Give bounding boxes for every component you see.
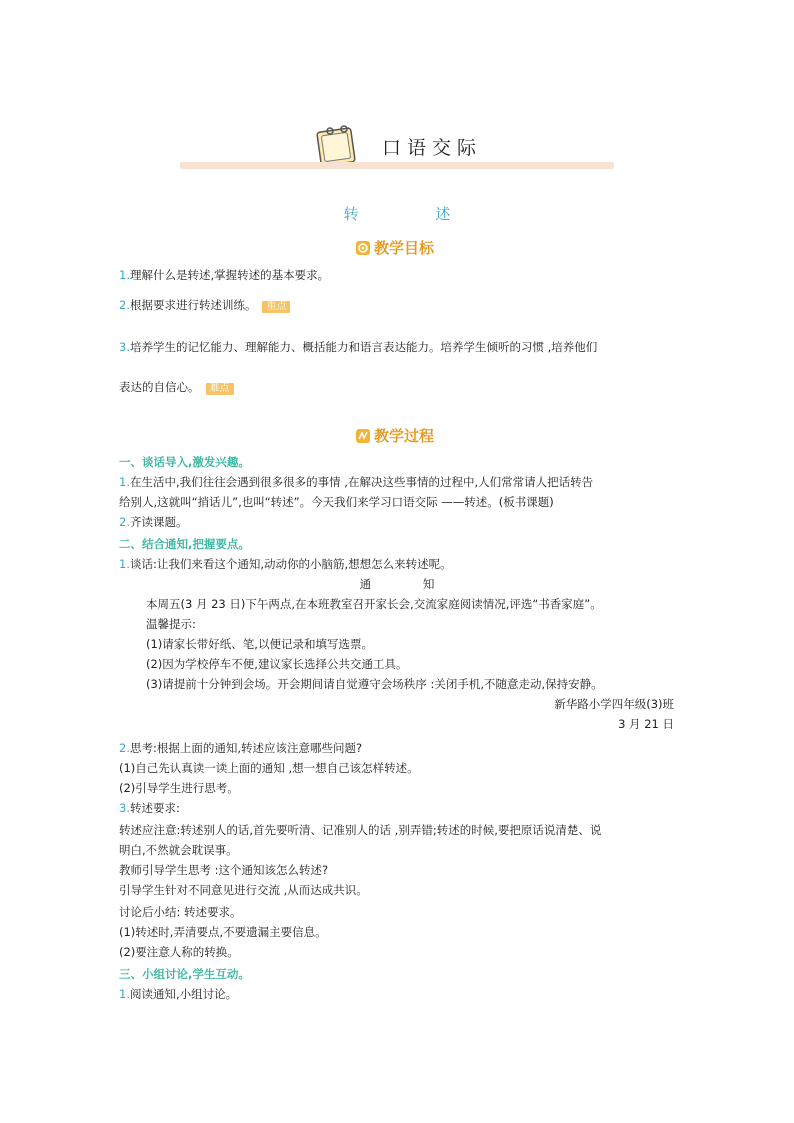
goal-item-3-cont <box>119 380 234 395</box>
notice-date: 3 月 21 日 <box>618 717 674 731</box>
goal-num: 1. <box>119 268 130 282</box>
p1-2 <box>119 515 187 529</box>
item-text: 齐读课题。 <box>129 515 188 529</box>
p2-2-sub: (1)自己先认真读一读上面的通知 ,想一想自己该怎样转述。 <box>119 761 419 775</box>
difficulty-badge: 难点 <box>206 383 234 395</box>
banner-title: 口语交际 <box>382 137 483 159</box>
goals-heading-text: 教学目标 <box>374 239 435 257</box>
p2-3-line2: 明白,不然就会耽误事。 <box>119 843 238 857</box>
item-text: 阅读通知,小组讨论。 <box>129 987 238 1001</box>
goal-item-3 <box>119 340 597 354</box>
goal-text: 培养学生的记忆能力、理解能力、概括能力和语言表达能力。培养学生倾听的习惯 ,培养他们 <box>129 340 598 354</box>
notice-tip: (2)因为学校停车不便,建议家长选择公共交通工具。 <box>146 657 408 671</box>
notice-body: 本周五(3 月 23 日)下午两点,在本班教室召开家长会,交流家庭阅读情况,评选“书香家庭”。 <box>146 597 602 611</box>
goal-text: 根据要求进行转述训练。 <box>129 298 257 312</box>
item-num: 3. <box>119 801 130 815</box>
goal-num: 2. <box>119 298 130 312</box>
p2-3 <box>119 801 180 815</box>
p1-1-line2: 给别人,这就叫“捎话儿”,也叫“转述”。今天我们来学习口语交际 ——转述。(板书课题) <box>119 495 554 509</box>
p2-3-detail: 教师引导学生思考 :这个通知该怎么转述? <box>119 863 329 877</box>
process-heading-text: 教学过程 <box>374 427 435 445</box>
notice-tips-label: 温馨提示: <box>146 617 196 631</box>
p2-3-detail: 引导学生针对不同意见进行交流 ,从而达成共识。 <box>119 883 368 897</box>
notice-tip: (1)请家长带好纸、笔,以便记录和填写选票。 <box>146 637 373 651</box>
p2-3-detail: (1)转述时,弄清要点,不要遗漏主要信息。 <box>119 925 327 939</box>
key-point-badge: 重点 <box>262 301 290 313</box>
item-num: 2. <box>119 741 130 755</box>
item-num: 1. <box>119 987 130 1001</box>
p2-2-sub: (2)引导学生进行思考。 <box>119 781 239 795</box>
notice-tip: (3)请提前十分钟到会场。开会期间请自觉遵守会场秩序 :关闭手机,不随意走动,保持安静。 <box>146 677 603 691</box>
p2-3-detail: 讨论后小结: 转述要求。 <box>119 905 242 919</box>
p3-1 <box>119 987 237 1001</box>
lesson-title: 转 述 <box>343 205 487 223</box>
goals-heading <box>356 237 434 258</box>
goal-item-2 <box>119 298 290 313</box>
part3-title: 三、小组讨论,学生互动。 <box>119 967 250 981</box>
item-text: 在生活中,我们往往会遇到很多很多的事情 ,在解决这些事情的过程中,人们常常请人把话转告 <box>129 475 594 489</box>
notice-title: 通 知 <box>359 577 459 591</box>
p1-1-line1 <box>119 475 593 489</box>
goal-text: 理解什么是转述,掌握转述的基本要求。 <box>129 268 330 282</box>
item-num: 1. <box>119 475 130 489</box>
item-num: 2. <box>119 515 130 529</box>
p2-2 <box>119 741 362 755</box>
item-text: 思考:根据上面的通知,转述应该注意哪些问题? <box>129 741 363 755</box>
item-num: 1. <box>119 557 130 571</box>
part1-title: 一、谈话导入,激发兴趣。 <box>119 455 250 469</box>
goal-num: 3. <box>119 340 130 354</box>
process-heading <box>356 425 434 446</box>
part2-title: 二、结合通知,把握要点。 <box>119 537 250 551</box>
process-icon <box>356 429 370 443</box>
p2-3-detail: (2)要注意人称的转换。 <box>119 945 239 959</box>
goal-text: 表达的自信心。 <box>119 380 200 394</box>
goal-item-1 <box>119 268 329 282</box>
p2-1 <box>119 557 452 571</box>
p2-3-line1: 转述应注意:转述别人的话,首先要听清、记准别人的话 ,别弄错;转述的时候,要把原话说清楚、说 <box>119 823 602 837</box>
item-text: 转述要求: <box>129 801 180 815</box>
target-icon <box>356 241 370 255</box>
notice-signer: 新华路小学四年级(3)班 <box>554 697 674 711</box>
item-text: 谈话:让我们来看这个通知,动动你的小脑筋,想想怎么来转述呢。 <box>129 557 452 571</box>
banner-underline <box>180 162 614 169</box>
